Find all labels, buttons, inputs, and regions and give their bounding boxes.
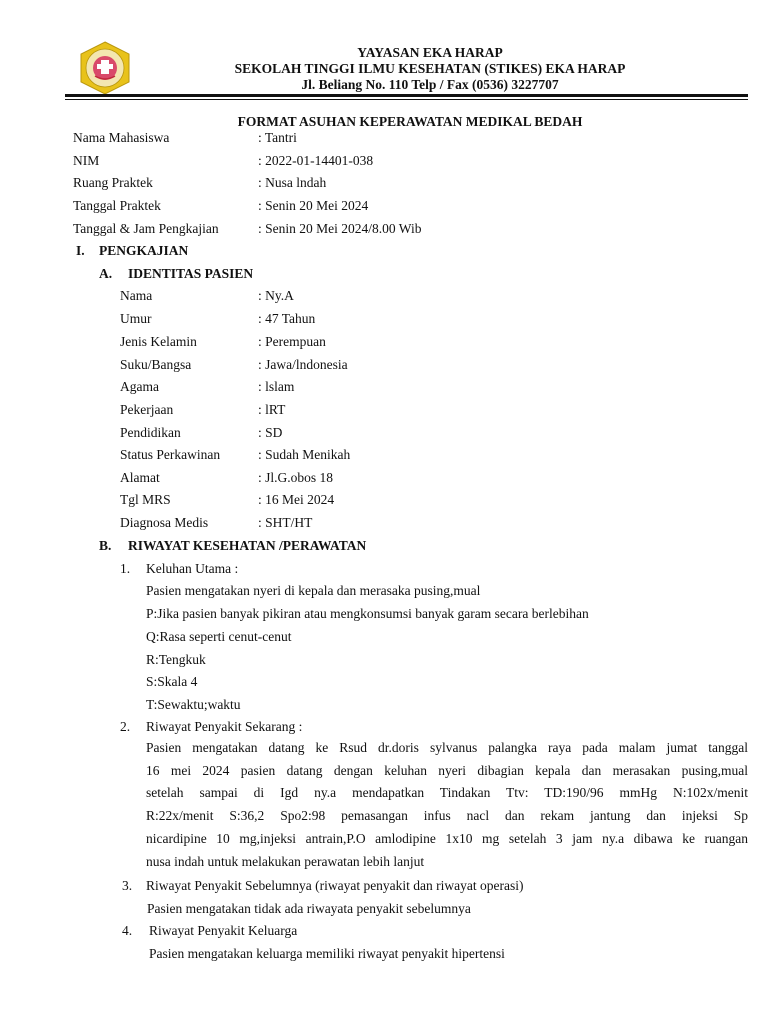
patient-label: Status Perkawinan bbox=[120, 447, 221, 462]
complaint-line: Pasien mengatakan nyeri di kepala dan merasaka pusing,mual bbox=[146, 583, 481, 598]
patient-value: : lslam bbox=[258, 379, 295, 394]
item-title: Riwayat Penyakit Sebelumnya (riwayat penyakit dan riwayat operasi) bbox=[146, 878, 524, 893]
complaint-line: T:Sewaktu;waktu bbox=[146, 697, 241, 712]
patient-label: Alamat bbox=[120, 470, 160, 485]
patient-label: Umur bbox=[120, 311, 152, 326]
student-value: : Nusa lndah bbox=[258, 175, 327, 190]
patient-value: : SD bbox=[258, 425, 283, 440]
header-divider-thick bbox=[65, 94, 748, 97]
foundation-name: YAYASAN EKA HARAP bbox=[357, 45, 503, 60]
patient-value: : Perempuan bbox=[258, 334, 326, 349]
subsection-letter: A. bbox=[99, 266, 113, 281]
subsection-title: IDENTITAS PASIEN bbox=[128, 266, 254, 281]
student-value: : Tantri bbox=[258, 130, 297, 145]
item-number: 4. bbox=[122, 923, 133, 938]
complaint-line: R:Tengkuk bbox=[146, 652, 206, 667]
complaint-line: S:Skala 4 bbox=[146, 674, 198, 689]
patient-label: Suku/Bangsa bbox=[120, 357, 192, 372]
section-number: I. bbox=[76, 243, 85, 258]
paragraph-line: nicardipine 10 mg,injeksi antrain,P.O amlodipine 1x10 mg setelah 3 jam ny.a dibawa ke ruangan bbox=[146, 830, 748, 846]
present-illness-paragraph bbox=[146, 737, 748, 873]
subsection-title: RIWAYAT KESEHATAN /PERAWATAN bbox=[128, 538, 367, 553]
item-number: 3. bbox=[122, 878, 133, 893]
patient-label: Nama bbox=[120, 288, 153, 303]
patient-label: Diagnosa Medis bbox=[120, 515, 209, 530]
header-divider-thin bbox=[65, 99, 748, 100]
section-title: PENGKAJIAN bbox=[99, 243, 189, 258]
student-value: : Senin 20 Mei 2024 bbox=[258, 198, 369, 213]
paragraph-line: nusa indah untuk melakukan perawatan lebih lanjut bbox=[146, 853, 425, 869]
patient-label: Pekerjaan bbox=[120, 402, 174, 417]
patient-value: : SHT/HT bbox=[258, 515, 313, 530]
item-title: Riwayat Penyakit Keluarga bbox=[149, 923, 298, 938]
patient-label: Jenis Kelamin bbox=[120, 334, 197, 349]
patient-value: : Sudah Menikah bbox=[258, 447, 351, 462]
patient-value: : 47 Tahun bbox=[258, 311, 316, 326]
paragraph-line: Pasien mengatakan datang ke Rsud dr.doris sylvanus palangka raya pada malam jumat tanggal bbox=[146, 740, 748, 755]
student-value: : Senin 20 Mei 2024/8.00 Wib bbox=[258, 221, 422, 236]
student-label: NIM bbox=[73, 153, 100, 168]
family-history-text: Pasien mengatakan keluarga memiliki riwayat penyakit hipertensi bbox=[149, 946, 505, 961]
student-label: Tanggal & Jam Pengkajian bbox=[73, 221, 219, 236]
paragraph-line: R:22x/menit S:36,2 Spo2:98 pemasangan infus nacl dan rekam jantung dan injeksi Sp bbox=[146, 808, 748, 824]
item-title: Keluhan Utama : bbox=[146, 561, 239, 576]
past-illness-text: Pasien mengatakan tidak ada riwayata penyakit sebelumnya bbox=[147, 901, 471, 916]
patient-label: Agama bbox=[120, 379, 159, 394]
institution-logo bbox=[77, 40, 133, 96]
student-value: : 2022-01-14401-038 bbox=[258, 153, 374, 168]
patient-label: Tgl MRS bbox=[120, 492, 171, 507]
paragraph-line: setelah sampai di Igd ny.a mendapatkan Tindakan Ttv: TD:190/96 mmHg N:102x/menit bbox=[146, 785, 748, 801]
complaint-line: P:Jika pasien banyak pikiran atau mengkonsumsi banyak garam secara berlebihan bbox=[146, 606, 589, 621]
student-label: Nama Mahasiswa bbox=[73, 130, 170, 145]
item-title: Riwayat Penyakit Sekarang : bbox=[146, 719, 303, 734]
complaint-line: Q:Rasa seperti cenut-cenut bbox=[146, 629, 292, 644]
item-number: 1. bbox=[120, 561, 131, 576]
student-label: Ruang Praktek bbox=[73, 175, 153, 190]
paragraph-line: 16 mei 2024 pasien datang dengan keluhan nyeri dibagian kepala dan merasakan pusing,mual bbox=[146, 762, 748, 778]
patient-value: : Jawa/lndonesia bbox=[258, 357, 348, 372]
subsection-letter: B. bbox=[99, 538, 112, 553]
patient-value: : Jl.G.obos 18 bbox=[258, 470, 334, 485]
patient-label: Pendidikan bbox=[120, 425, 181, 440]
form-title: FORMAT ASUHAN KEPERAWATAN MEDIKAL BEDAH bbox=[237, 114, 583, 129]
patient-value: : 16 Mei 2024 bbox=[258, 492, 335, 507]
student-label: Tanggal Praktek bbox=[73, 198, 161, 213]
patient-value: : lRT bbox=[258, 402, 286, 417]
item-number: 2. bbox=[120, 719, 131, 734]
school-name: SEKOLAH TINGGI ILMU KESEHATAN (STIKES) EKA HARAP bbox=[234, 61, 626, 76]
patient-value: : Ny.A bbox=[258, 288, 294, 303]
school-address: Jl. Beliang No. 110 Telp / Fax (0536) 3227707 bbox=[301, 77, 559, 92]
